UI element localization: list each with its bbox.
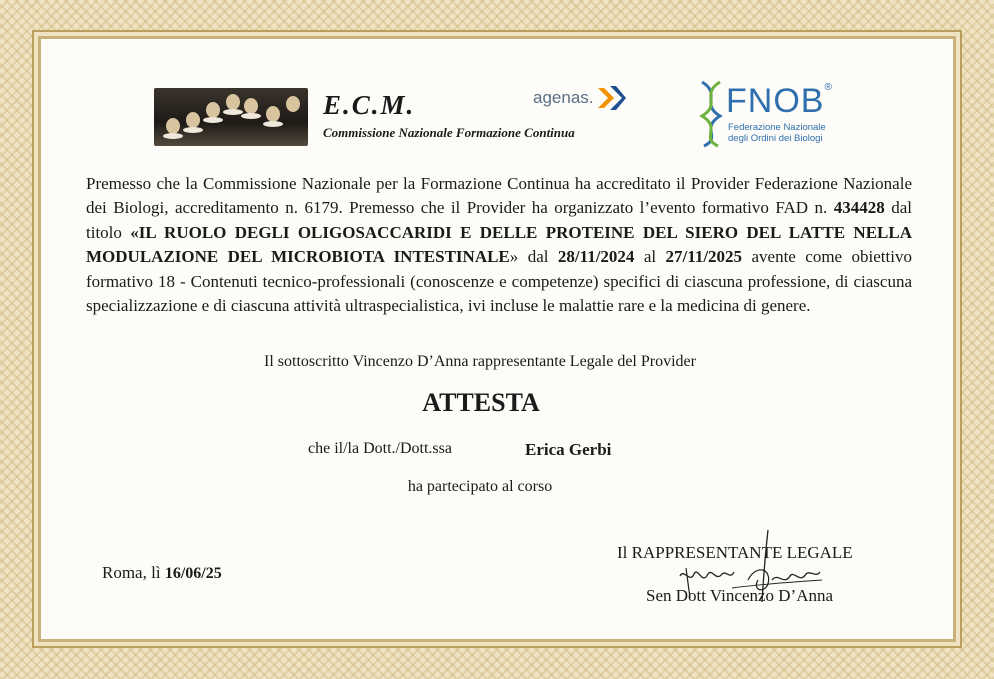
signatory-line: Il sottoscritto Vincenzo D’Anna rappresentante Legale del Provider <box>264 353 696 370</box>
attesta-heading: ATTESTA <box>422 388 540 417</box>
fnob-logo-text: FNOB® <box>726 82 833 120</box>
agenas-logo-icon <box>596 84 626 112</box>
fnob-dna-icon <box>696 80 726 148</box>
doctor-name: Erica Gerbi <box>525 440 612 459</box>
premise-paragraph: Premesso che la Commissione Nazionale per la Formazione Continua ha accreditato il Provider Federazione Nazionale dei Biologi, accreditamento n. 6179. Premesso che il Provider ha organizzato l’evento formativo FAD n. 434428 dal titolo «IL RUOLO DEGLI OLIGOSACCARIDI E DELLE PROTEINE DEL SIERO DEL LATTE NELLA MODULAZIONE DEL MICROBIOTA INTESTINALE» dal 28/11/2024 al 27/11/2025 avente come obiettivo formativo 18 - Contenuti tecnico-professionali (conoscenze e competenze) specifici di ciascuna professione, di ciascuna specializzazione e di ciascuna attività ultraspecialistica, ivi incluse le malattie rare e la medicina di genere. <box>86 174 912 316</box>
handwritten-signature <box>672 528 832 614</box>
event-number: 434428 <box>833 198 885 218</box>
course-title: «IL RUOLO DEGLI OLIGOSACCARIDI E DELLE PROTEINE DEL SIERO DEL LATTE NELLA MODULAZIONE DEL MICROBIOTA INTESTINALE <box>86 222 912 267</box>
ecm-title: E.C.M. <box>323 90 416 120</box>
place-and-date: Roma, lì 16/06/25 <box>102 563 222 582</box>
fnob-subtitle: Federazione Nazionale degli Ordini dei Biologi <box>728 122 826 144</box>
date-from: 28/11/2024 <box>557 247 635 267</box>
ecm-subtitle: Commissione Nazionale Formazione Continua <box>323 125 575 140</box>
participated-line: ha partecipato al corso <box>407 478 553 495</box>
legal-representative-name: Sen Dott Vincenzo D’Anna <box>646 586 834 605</box>
ecm-anatomy-lesson-image <box>154 88 308 146</box>
date-to: 27/11/2025 <box>665 247 743 267</box>
agenas-logo-text: agenas. <box>533 88 594 107</box>
issue-date: 16/06/25 <box>164 565 222 582</box>
legal-representative-title: Il RAPPRESENTANTE LEGALE <box>617 543 853 562</box>
doctor-label: che il/la Dott./Dott.ssa <box>308 440 452 457</box>
